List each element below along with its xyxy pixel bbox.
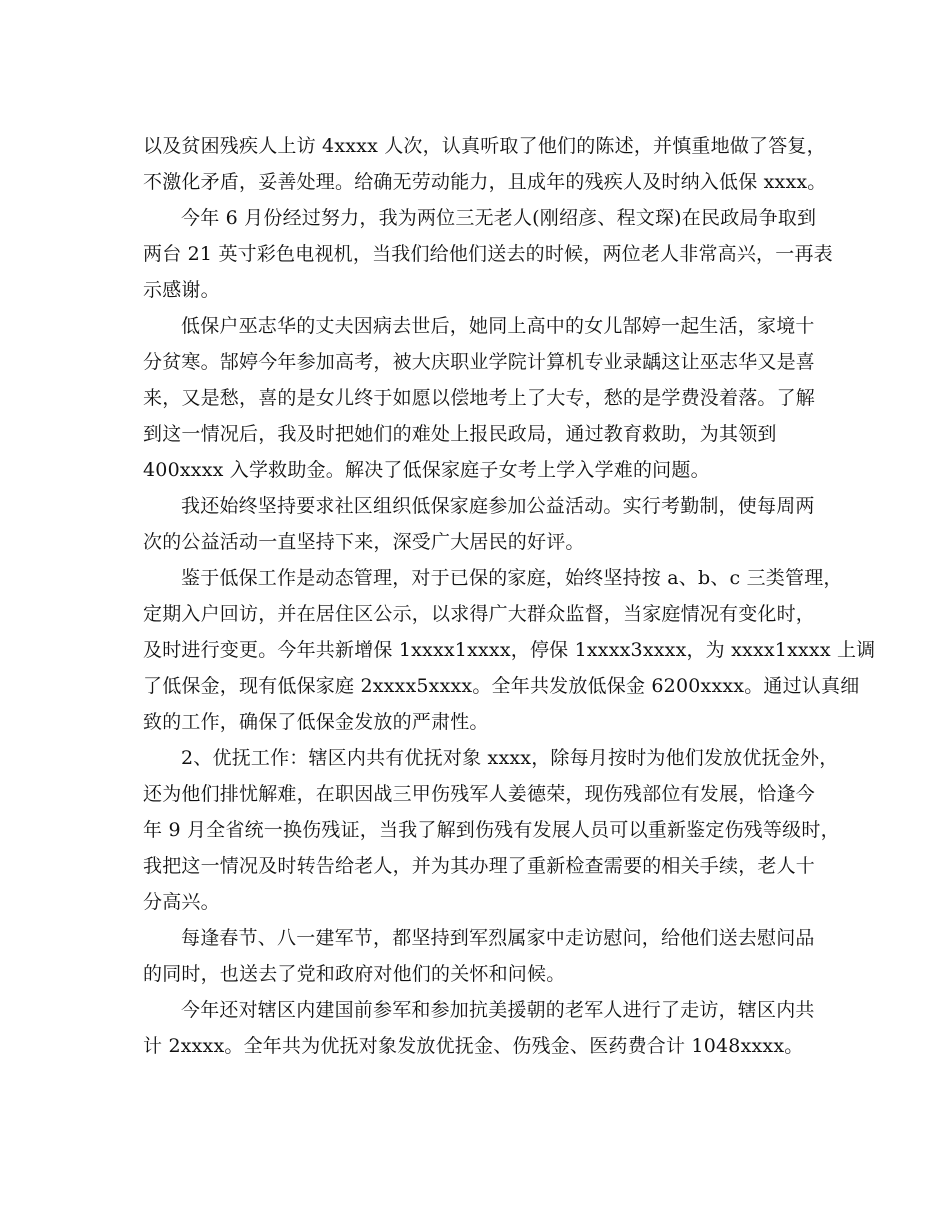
- paragraph-1: [143, 128, 827, 200]
- text-line: 以及贫困残疾人上访 4xxxx 人次，认真听取了他们的陈述，并慎重地做了答复，: [143, 135, 826, 157]
- paragraph-2: [143, 200, 833, 308]
- text-line: 次的公益活动一直坚持下来，深受广大居民的好评。: [143, 531, 585, 553]
- text-line: 两台 21 英寸彩色电视机，当我们给他们送去的时候，两位老人非常高兴，一再表: [143, 243, 833, 265]
- text-line: 计 2xxxx。全年共为优抚对象发放优抚金、伤残金、医药费合计 1048xxxx。: [143, 1035, 804, 1057]
- text-line: 2、优抚工作：辖区内共有优抚对象 xxxx，除每月按时为他们发放优抚金外，: [181, 747, 839, 769]
- text-line: 定期入户回访，并在居住区公示，以求得广大群众监督，当家庭情况有变化时，: [143, 603, 816, 625]
- document-body: [143, 128, 876, 1064]
- text-line: 分高兴。: [143, 891, 220, 913]
- text-line: 了低保金，现有低保家庭 2xxxx5xxxx。全年共发放低保金 6200xxxx。通过认真细: [143, 675, 860, 697]
- paragraph-3: [143, 308, 815, 488]
- paragraph-7: [143, 920, 815, 992]
- text-line: 400xxxx 入学救助金。解决了低保家庭子女考上学入学难的问题。: [143, 459, 710, 481]
- text-line: 及时进行变更。今年共新增保 1xxxx1xxxx，停保 1xxxx3xxxx，为 xxxx1xxxx 上调: [143, 639, 876, 661]
- text-line: 来，又是愁，喜的是女儿终于如愿以偿地考上了大专，愁的是学费没着落。了解: [143, 387, 816, 409]
- text-line: 低保户巫志华的丈夫因病去世后，她同上高中的女儿郜婷一起生活，家境十: [181, 315, 815, 337]
- text-line: 每逢春节、八一建军节，都坚持到军烈属家中走访慰问，给他们送去慰问品: [181, 927, 815, 949]
- text-line: 分贫寒。郜婷今年参加高考，被大庆职业学院计算机专业录龋这让巫志华又是喜: [143, 351, 816, 373]
- text-line: 我还始终坚持要求社区组织低保家庭参加公益活动。实行考勤制，使每周两: [181, 495, 815, 517]
- text-line: 示感谢。: [143, 279, 220, 301]
- text-line: 年 9 月全省统一换伤残证，当我了解到伤残有发展人员可以重新鉴定伤残等级时，: [143, 819, 840, 841]
- paragraph-8: [143, 992, 815, 1064]
- text-line: 我把这一情况及时转告给老人，并为其办理了重新检查需要的相关手续，老人十: [143, 855, 816, 877]
- text-line: 不激化矛盾，妥善处理。给确无劳动能力，且成年的残疾人及时纳入低保 xxxx。: [143, 171, 827, 193]
- text-line: 还为他们排忧解难，在职因战三甲伤残军人姜德荣，现伤残部位有发展，恰逢今: [143, 783, 816, 805]
- paragraph-5: [143, 560, 876, 740]
- text-line: 鉴于低保工作是动态管理，对于已保的家庭，始终坚持按 a、b、c 三类管理，: [181, 567, 843, 589]
- text-line: 今年还对辖区内建国前参军和参加抗美援朝的老军人进行了走访，辖区内共: [181, 999, 815, 1021]
- text-line: 到这一情况后，我及时把她们的难处上报民政局，通过教育救助，为其领到: [143, 423, 777, 445]
- text-line: 致的工作，确保了低保金发放的严肃性。: [143, 711, 489, 733]
- paragraph-6: [143, 740, 840, 920]
- paragraph-4: [143, 488, 815, 560]
- text-line: 的同时，也送去了党和政府对他们的关怀和问候。: [143, 963, 566, 985]
- text-line: 今年 6 月份经过努力，我为两位三无老人(刚绍彦、程文琛)在民政局争取到: [181, 207, 817, 229]
